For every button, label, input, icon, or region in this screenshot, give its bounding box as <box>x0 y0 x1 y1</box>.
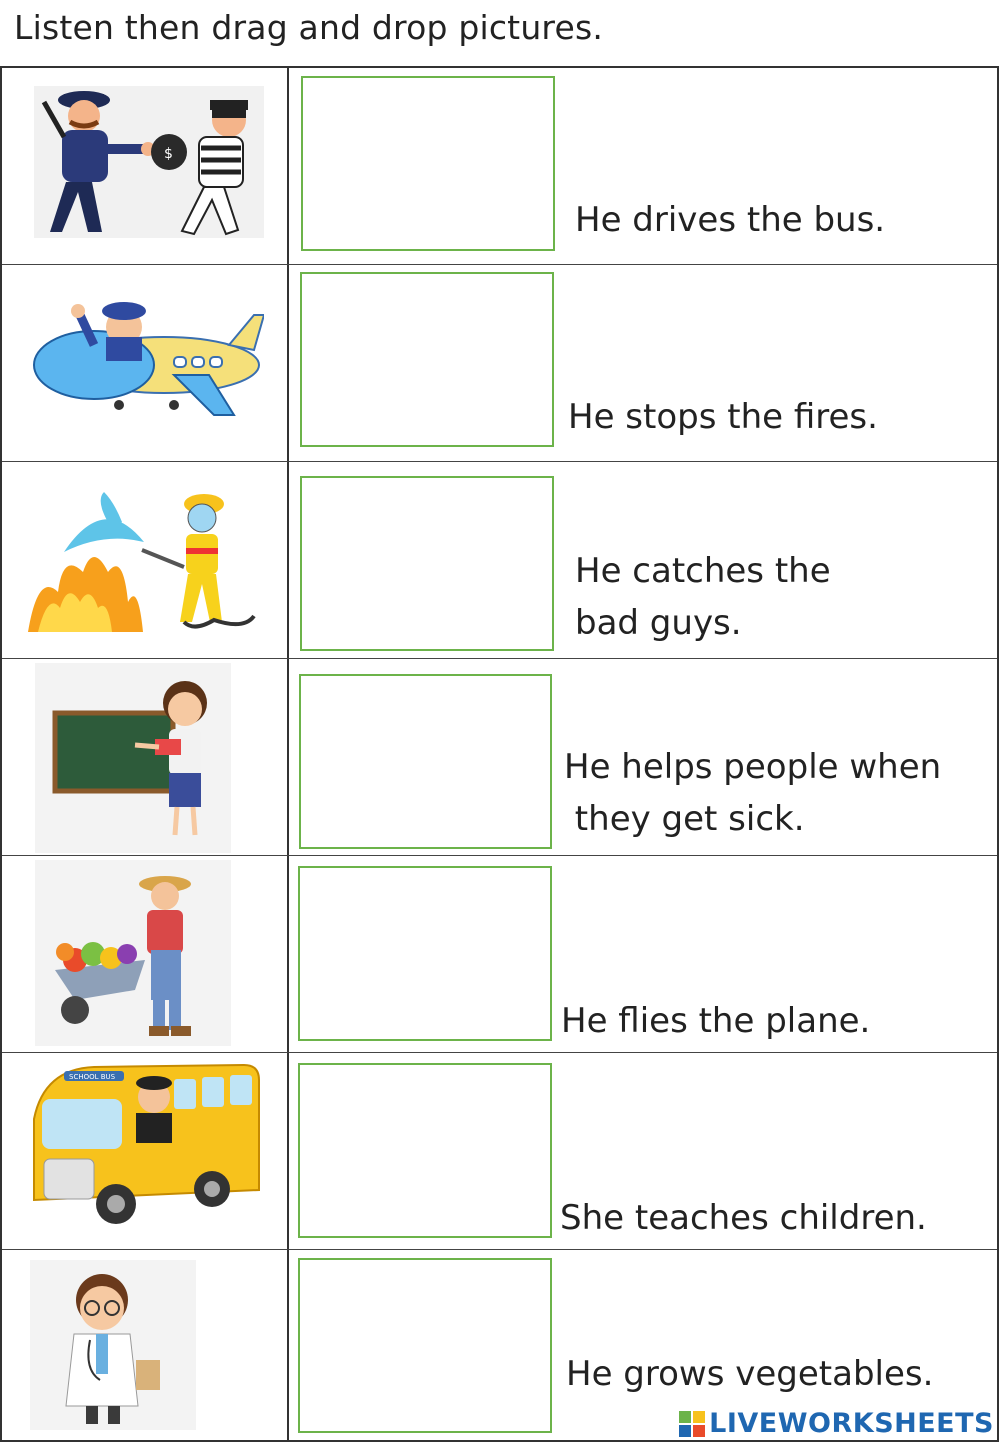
drop-zone[interactable] <box>300 272 554 447</box>
worksheet-row <box>2 68 997 264</box>
sentence-line: She teaches children. <box>560 1198 927 1238</box>
column-divider <box>287 462 289 658</box>
column-divider <box>287 659 289 855</box>
sentence-text <box>564 741 941 845</box>
worksheet-row <box>2 461 997 658</box>
school-bus-sign: SCHOOL BUS <box>69 1073 116 1081</box>
sentence-line: they get sick. <box>564 799 805 839</box>
sentence-line: bad guys. <box>575 603 742 643</box>
drop-zone[interactable] <box>298 1258 552 1433</box>
drop-zone[interactable] <box>301 76 555 251</box>
liveworksheets-logo-icon <box>679 1411 705 1437</box>
pilot-in-airplane-image[interactable] <box>24 275 264 427</box>
sentence-line: He stops the fires. <box>568 397 878 437</box>
column-divider <box>287 265 289 461</box>
sentence-text <box>560 1192 927 1244</box>
instruction-text: Listen then drag and drop pictures. <box>14 8 604 47</box>
worksheet-row <box>2 264 997 461</box>
worksheet-row <box>2 658 997 855</box>
farmer-with-vegetable-wheelbarrow-image[interactable] <box>35 860 231 1046</box>
bus-driver-in-school-bus-image[interactable] <box>24 1059 264 1231</box>
sentence-text <box>561 995 870 1047</box>
sentence-text <box>566 1348 933 1400</box>
police-officer-chasing-robber-image[interactable] <box>24 82 264 242</box>
column-divider <box>287 1053 289 1249</box>
sentence-line: He grows vegetables. <box>566 1354 934 1394</box>
sentence-line: He helps people when <box>564 747 942 787</box>
worksheet-row <box>2 855 997 1052</box>
drop-zone[interactable] <box>298 866 552 1041</box>
teacher-at-chalkboard-image[interactable] <box>35 663 231 853</box>
worksheet-row <box>2 1052 997 1249</box>
liveworksheets-logo <box>679 1408 994 1439</box>
svg-text:$: $ <box>164 146 173 162</box>
drop-zone[interactable] <box>299 674 552 849</box>
doctor-with-stethoscope-image[interactable] <box>30 1260 196 1430</box>
drop-zone[interactable] <box>300 476 554 651</box>
sentence-line: He flies the plane. <box>561 1001 871 1041</box>
firefighter-spraying-fire-image[interactable] <box>24 482 264 636</box>
sentence-line: He catches the <box>575 551 831 591</box>
liveworksheets-logo-text: LIVEWORKSHEETS <box>709 1408 994 1439</box>
worksheet-table <box>0 66 999 1442</box>
drop-zone[interactable] <box>298 1063 552 1238</box>
sentence-text <box>575 194 885 246</box>
column-divider <box>287 856 289 1052</box>
column-divider <box>287 68 289 264</box>
column-divider <box>287 1250 289 1442</box>
sentence-text <box>568 391 878 443</box>
sentence-line: He drives the bus. <box>575 200 886 240</box>
sentence-text <box>575 545 831 649</box>
